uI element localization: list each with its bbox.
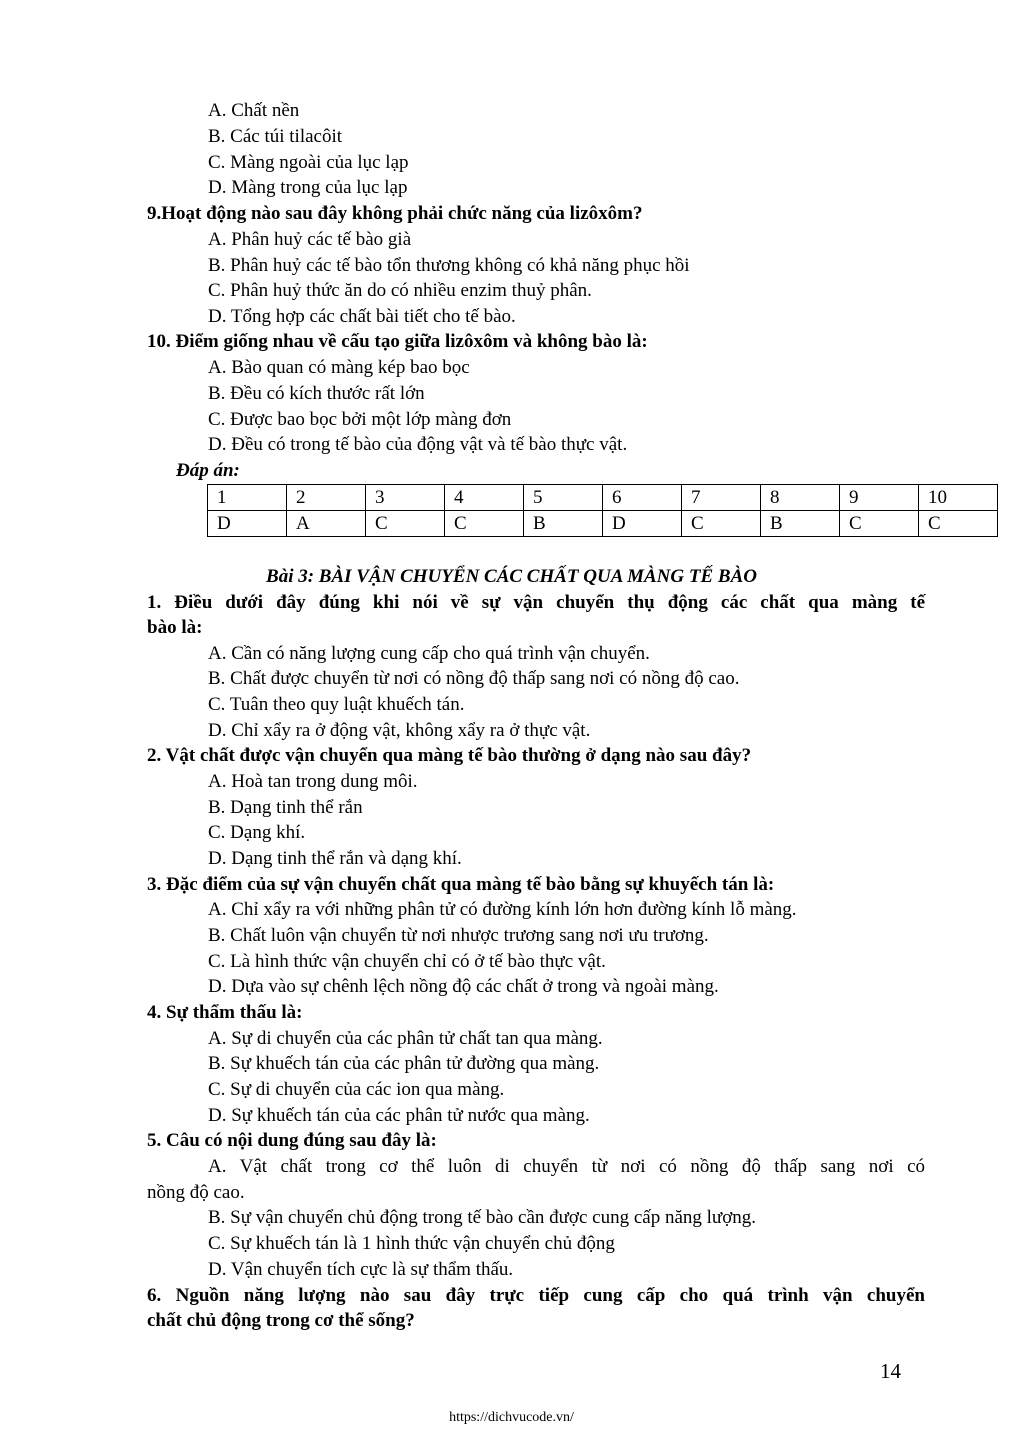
table-cell: 8 (761, 485, 840, 511)
table-row (208, 485, 998, 511)
option-line: C. Sự di chuyển của các ion qua màng. (208, 1079, 505, 1100)
table-cell: C (840, 511, 919, 537)
table-cell: C (919, 511, 998, 537)
question-title: 6. Nguồn năng lượng nào sau đây trực tiếp cung cấp cho quá trình vận chuyển (147, 1285, 925, 1306)
question-title-continued: bào là: (147, 617, 203, 638)
option-line: D. Chỉ xẩy ra ở động vật, không xẩy ra ở thực vật. (208, 720, 591, 741)
footer-url[interactable]: https://dichvucode.vn/ (449, 1410, 574, 1425)
answer-key-label: Đáp án: (176, 460, 240, 481)
option-line: C. Tuân theo quy luật khuếch tán. (208, 694, 465, 715)
option-line: B. Sự vận chuyển chủ động trong tế bào cần được cung cấp năng lượng. (208, 1207, 757, 1228)
option-line: B. Dạng tinh thể rắn (208, 797, 363, 818)
question-title-continued: chất chủ động trong cơ thể sống? (147, 1310, 415, 1331)
option-line-continued: nồng độ cao. (147, 1182, 245, 1203)
option-line: C. Được bao bọc bởi một lớp màng đơn (208, 409, 512, 430)
option-line: A. Chất nền (208, 100, 300, 121)
table-cell: 10 (919, 485, 998, 511)
lesson-title: Bài 3: BÀI VẬN CHUYỂN CÁC CHẤT QUA MÀNG TẾ BÀO (266, 566, 757, 587)
option-line: D. Tổng hợp các chất bài tiết cho tế bào. (208, 306, 516, 327)
option-line: B. Đều có kích thước rất lớn (208, 383, 425, 404)
question-title: 2. Vật chất được vận chuyển qua màng tế bào thường ở dạng nào sau đây? (147, 745, 752, 766)
table-cell: D (208, 511, 287, 537)
option-line: D. Sự khuếch tán của các phân tử nước qua màng. (208, 1105, 590, 1126)
option-line: D. Dạng tinh thể rắn và dạng khí. (208, 848, 462, 869)
option-line: C. Là hình thức vận chuyển chỉ có ở tế bào thực vật. (208, 951, 606, 972)
table-cell: A (287, 511, 366, 537)
table-cell: 1 (208, 485, 287, 511)
option-line: D. Vận chuyển tích cực là sự thẩm thấu. (208, 1259, 514, 1280)
option-line: B. Sự khuếch tán của các phân tử đường qua màng. (208, 1053, 600, 1074)
table-cell: D (603, 511, 682, 537)
option-line: A. Vật chất trong cơ thể luôn di chuyển từ nơi có nồng độ thấp sang nơi có (208, 1156, 925, 1177)
option-line: C. Dạng khí. (208, 822, 306, 843)
option-line: B. Chất luôn vận chuyển từ nơi nhược trương sang nơi ưu trương. (208, 925, 709, 946)
table-cell: B (524, 511, 603, 537)
table-cell: 6 (603, 485, 682, 511)
table-cell: 4 (445, 485, 524, 511)
table-cell: 2 (287, 485, 366, 511)
table-cell: C (682, 511, 761, 537)
option-line: B. Phân huỷ các tế bào tổn thương không có khả năng phục hồi (208, 255, 690, 276)
option-line: D. Đều có trong tế bào của động vật và tế bào thực vật. (208, 434, 628, 455)
option-line: C. Phân huỷ thức ăn do có nhiều enzim thuỷ phân. (208, 280, 592, 301)
option-line: B. Các túi tilacôit (208, 126, 343, 147)
question-title: 5. Câu có nội dung đúng sau đây là: (147, 1130, 437, 1151)
question-title: 3. Đặc điểm của sự vận chuyển chất qua màng tế bào bằng sự khuyếch tán là: (147, 874, 775, 895)
option-line: A. Hoà tan trong dung môi. (208, 771, 418, 792)
option-line: B. Chất được chuyển từ nơi có nồng độ thấp sang nơi có nồng độ cao. (208, 668, 740, 689)
table-cell: 9 (840, 485, 919, 511)
question-title: 4. Sự thẩm thấu là: (147, 1002, 303, 1023)
table-cell: 5 (524, 485, 603, 511)
page-number: 14 (880, 1359, 901, 1383)
question-title: 10. Điểm giống nhau về cấu tạo giữa lizôxôm và không bào là: (147, 331, 648, 352)
option-line: D. Màng trong của lục lạp (208, 177, 408, 198)
option-line: A. Phân huỷ các tế bào già (208, 229, 412, 250)
option-line: A. Sự di chuyển của các phân tử chất tan qua màng. (208, 1028, 603, 1049)
table-cell: 3 (366, 485, 445, 511)
option-line: D. Dựa vào sự chênh lệch nồng độ các chất ở trong và ngoài màng. (208, 976, 719, 997)
question-title: 9.Hoạt động nào sau đây không phải chức năng của lizôxôm? (147, 203, 643, 224)
table-cell: C (366, 511, 445, 537)
table-cell: C (445, 511, 524, 537)
table-row (208, 511, 998, 537)
option-line: A. Bào quan có màng kép bao bọc (208, 357, 470, 378)
option-line: C. Màng ngoài của lục lạp (208, 152, 409, 173)
option-line: A. Chỉ xẩy ra với những phân tử có đường kính lớn hơn đường kính lỗ màng. (208, 899, 797, 920)
table-cell: 7 (682, 485, 761, 511)
answer-key-table (207, 484, 998, 537)
option-line: A. Cần có năng lượng cung cấp cho quá trình vận chuyển. (208, 643, 650, 664)
option-line: C. Sự khuếch tán là 1 hình thức vận chuyển chủ động (208, 1233, 615, 1254)
question-title: 1. Điều dưới đây đúng khi nói về sự vận chuyển thụ động các chất qua màng tế (147, 592, 925, 613)
table-cell: B (761, 511, 840, 537)
